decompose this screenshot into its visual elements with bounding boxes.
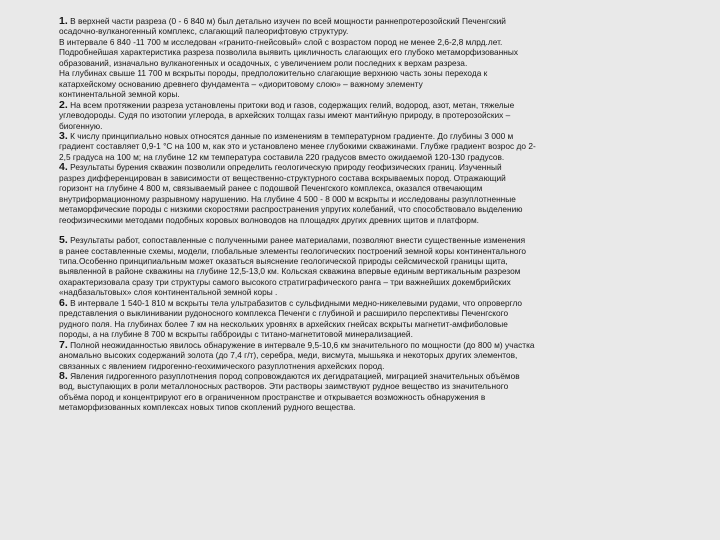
line-text: На глубинах свыше 11 700 м вскрыты породы, предположительно слагающие верхнюю часть зоны перехода к xyxy=(59,68,488,79)
paragraph-line xyxy=(59,298,702,308)
paragraph-line xyxy=(59,381,702,391)
paragraph-line xyxy=(59,308,702,318)
paragraph-line xyxy=(59,47,702,57)
text-block xyxy=(59,235,702,413)
paragraph-line xyxy=(59,350,702,360)
line-text: выявленной в районе скважины на глубине 12,5-13,0 км. Кольская скважина впервые единым вертикальным разрезом xyxy=(59,266,521,277)
paragraph-line xyxy=(59,68,702,78)
paragraph-number: 3. xyxy=(59,129,68,142)
line-text: Явления гидрогенного разуплотнения пород сопровождаются их дегидратацией, миграцией значительных объёмов xyxy=(70,370,520,381)
line-text: Полной неожиданностью явилось обнаружение в интервале 9,5-10,6 км значительного по мощности (до 800 м) участка xyxy=(70,339,535,350)
paragraph-number: 6. xyxy=(59,296,68,309)
paragraph-line xyxy=(59,319,702,329)
line-text: внутриформационному разрывному нарушению. На глубине 4 500 - 8 000 м вскрыты и исследованы разуплотненные xyxy=(59,193,516,204)
paragraph-line xyxy=(59,277,702,287)
line-text: осадочно-вулканогенный комплекс, слагающий палеорифтовую структуру. xyxy=(59,26,349,37)
paragraph-1 xyxy=(59,16,702,100)
paragraph-6 xyxy=(59,298,702,340)
line-text: 2,5 градуса на 100 м; на глубине 12 км температура составила 220 градусов вместо ожидаемой 120-130 градусов. xyxy=(59,151,505,162)
paragraph-line xyxy=(59,152,702,162)
paragraph-2 xyxy=(59,100,702,131)
line-text: В верхней части разреза (0 - 6 840 м) был детально изучен по всей мощности раннепротерозойский Печенгский xyxy=(70,16,506,26)
line-text: аномально высоких содержаний золота (до 7,4 г/т), серебра, меди, висмута, мышьяка и некоторых других элементов, xyxy=(59,350,518,361)
line-text: типа.Особенно принципиальным может оказаться выяснение геологической природы сейсмической границы щита, xyxy=(59,255,508,266)
line-text: метаморфические породы с низкими скоростями распространения упругих колебаний, что способствовало выделению xyxy=(59,204,523,215)
line-text: представления о выклинивании рудоносного комплекса Печенги с глубиной и расширило перспективы Печенгского xyxy=(59,308,509,319)
paragraph-number: 8. xyxy=(59,369,68,382)
paragraph-line xyxy=(59,246,702,256)
paragraph-line xyxy=(59,26,702,36)
paragraph-line xyxy=(59,79,702,89)
line-text: разрез дифференцирован в зависимости от вещественно-структурного состава вскрываемых пород. Отражающий xyxy=(59,172,506,183)
paragraph-line xyxy=(59,256,702,266)
paragraph-3 xyxy=(59,131,702,162)
line-text: континентальной земной коры. xyxy=(59,89,180,100)
paragraph-line xyxy=(59,329,702,339)
paragraph-number: 4. xyxy=(59,161,68,174)
paragraph-line xyxy=(59,287,702,297)
line-text: углеводороды. Судя по изотопии углерода, в архейских толщах газы имеют мантийную природу, в протерозойских – xyxy=(59,110,511,121)
paragraph-5 xyxy=(59,235,702,298)
line-text: На всем протяжении разреза установлены притоки вод и газов, содержащих гелий, водород, азот, метан, тяжелые xyxy=(70,99,515,110)
line-text: В интервале 6 840 -11 700 м исследован «гранито-гнейсовый» слой с возрастом пород не менее 2,6-2,8 млрд.лет. xyxy=(59,36,503,47)
line-text: Подробнейшая характеристика разреза позволила выявить цикличность слагающих его глубоко метаморфизованных xyxy=(59,47,519,58)
paragraph-4 xyxy=(59,162,702,225)
paragraph-line xyxy=(59,100,702,110)
line-text: биогенную. xyxy=(59,120,103,131)
paragraph-line xyxy=(59,131,702,141)
paragraph-line xyxy=(59,266,702,276)
paragraph-line xyxy=(59,162,702,172)
line-text: геофизическими методами подобных коровых волноводов на площадях других древних щитов и платформ. xyxy=(59,214,479,225)
paragraph-number: 1. xyxy=(59,15,68,27)
paragraph-line xyxy=(59,37,702,47)
paragraph-line xyxy=(59,16,702,26)
paragraph-7 xyxy=(59,340,702,371)
paragraph-number: 5. xyxy=(59,234,68,247)
paragraph-line xyxy=(59,340,702,350)
paragraph-line xyxy=(59,110,702,120)
paragraph-line xyxy=(59,392,702,402)
paragraph-line xyxy=(59,361,702,371)
paragraph-8 xyxy=(59,371,702,413)
paragraph-line xyxy=(59,215,702,225)
paragraph-number: 7. xyxy=(59,338,68,351)
line-text: рудного поля. На глубинах более 7 км на нескольких уровнях в архейских гнейсах вскрыты магнетит-амфиболовые xyxy=(59,318,508,329)
line-text: связанных с явлением гидрогенно-геохимического разуплотнения архейских пород. xyxy=(59,360,385,371)
line-text: катархейскому основанию древнего фундамента – «диоритовому слою» – важному элементу xyxy=(59,78,423,89)
paragraph-line xyxy=(59,235,702,245)
paragraph-line xyxy=(59,141,702,151)
line-text: вод, выступающих в роли металлоносных растворов. Эти растворы заимствуют рудное вещество из значительного xyxy=(59,381,509,392)
line-text: «надбазальтовых» слоя континентальной земной коры . xyxy=(59,287,278,298)
line-text: Результаты бурения скважин позволили определить геологическую природу геофизических границ. Изученный xyxy=(70,162,502,173)
line-text: охарактеризовала сразу три структуры самого высокого стратиграфического ранга – три важнейших докембрийских xyxy=(59,276,511,287)
paragraph-line xyxy=(59,371,702,381)
paragraph-number: 2. xyxy=(59,98,68,111)
paragraph-line xyxy=(59,183,702,193)
line-text: К числу принципиально новых относятся данные по изменениям в температурном градиенте. До глубины 3 000 м xyxy=(70,130,514,141)
line-text: градиент составляет 0,9-1 °С на 100 м, как это и установлено менее глубокими скважинами. Глубже градиент возрос до 2- xyxy=(59,141,536,152)
line-text: образований, изначально вулканогенных и осадочных, с увеличением роли последних к верхам разреза. xyxy=(59,57,468,68)
line-text: Результаты работ, сопоставленные с полученными ранее материалами, позволяют внести существенные изменения xyxy=(70,235,526,246)
paragraph-line xyxy=(59,204,702,214)
paragraph-line xyxy=(59,121,702,131)
line-text: метаморфизованных комплексах новых типов скоплений рудного вещества. xyxy=(59,402,356,413)
paragraph-line xyxy=(59,402,702,412)
paragraph-line xyxy=(59,194,702,204)
line-text: горизонт на глубине 4 800 м, связываемый ранее с подошвой Печенгского комплекса, оказался отвечающим xyxy=(59,183,483,194)
paragraph-line xyxy=(59,58,702,68)
line-text: В интервале 1 540-1 810 м вскрыты тела ультрабазитов с сульфидными медно-никелевыми рудами, что опровергло xyxy=(70,297,523,308)
line-text: в ранее составленные схемы, модели, глобальные элементы геологических построений земной коры континентального xyxy=(59,245,527,256)
text-block xyxy=(59,16,702,225)
paragraph-line xyxy=(59,173,702,183)
paragraph-line xyxy=(59,89,702,99)
line-text: породы, а на глубине 8 700 м вскрыты габброиды с титано-магнетитовой минерализацией. xyxy=(59,329,413,340)
line-text: объёма пород и концентрируют его в ограниченном пространстве и открывается возможность обнаружения в xyxy=(59,391,486,402)
